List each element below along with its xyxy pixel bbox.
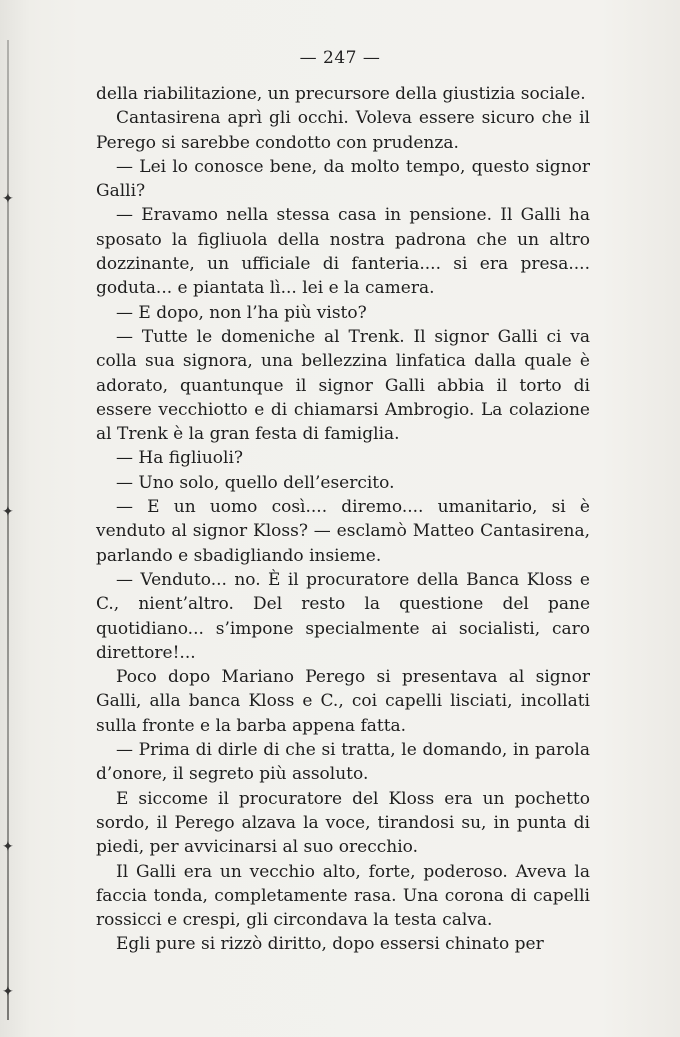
paragraph: — Uno solo, quello dell’esercito.	[116, 472, 395, 493]
paragraph: Il Galli era un vecchio alto, forte, poderoso. Aveva la faccia tonda, completamente rasa. Una corona di capelli rossicci e crespi, gli circondava la testa calva.	[96, 861, 590, 931]
margin-arrow-mark: ✦	[2, 984, 14, 1000]
paragraph: — Tutte le domeniche al Trenk. Il signor Galli ci va colla sua signora, una bellezzina linfatica dalla quale è adorato, quantunque il signor Galli abbia il torto di essere vecchiotto e di chiamarsi Ambrogio. La colazione al Trenk è la gran festa di famiglia.	[96, 326, 590, 445]
margin-arrow-mark: ✦	[2, 504, 14, 520]
paragraph: — Lei lo conosce bene, da molto tempo, questo signor Galli?	[96, 156, 590, 202]
paragraph: — E un uomo così.... diremo.... umanitario, si è venduto al signor Kloss? — esclamò Matteo Cantasirena, parlando e sbadigliando insieme.	[96, 497, 590, 566]
binding-edge	[0, 0, 14, 1037]
margin-arrow-mark: ✦	[2, 839, 14, 855]
paragraph: — Eravamo nella stessa casa in pensione. Il Galli ha sposato la figliuola della nostra padrona che un altro dozzinante, un ufficiale di fanteria.... si era presa.... goduta... e piantata lì... lei e la camera.	[96, 205, 590, 299]
page-number: — 247 —	[299, 48, 381, 68]
paragraph: — Ha figliuoli?	[116, 448, 244, 469]
paragraph: Cantasirena aprì gli occhi. Voleva essere sicuro che il Perego si sarebbe condotto con prudenza.	[96, 108, 590, 153]
body-text	[96, 82, 590, 957]
paragraph: Egli pure si rizzò diritto, dopo essersi chinato per	[116, 934, 544, 955]
paragraph: — Prima di dirle di che si tratta, le domando, in parola d’onore, il segreto più assoluto.	[96, 740, 590, 785]
paragraph: — Venduto... no. È il procuratore della Banca Kloss e C., nient’altro. Del resto la questione del pane quotidiano... s’impone specialmente ai socialisti, caro direttore!...	[96, 569, 590, 663]
binding-shadow-line	[7, 40, 9, 1020]
paragraph: E siccome il procuratore del Kloss era un pochetto sordo, il Perego alzava la voce, tirandosi su, in punta di piedi, per avvicinarsi al suo orecchio.	[96, 788, 590, 858]
paragraph: — E dopo, non l’ha più visto?	[116, 302, 367, 323]
paragraph: Poco dopo Mariano Perego si presentava al signor Galli, alla banca Kloss e C., coi capelli lisciati, incollati sulla fronte e la barba appena fatta.	[96, 667, 590, 736]
margin-arrow-mark: ✦	[2, 191, 14, 207]
paragraph: della riabilitazione, un precursore della giustizia sociale.	[96, 84, 586, 104]
